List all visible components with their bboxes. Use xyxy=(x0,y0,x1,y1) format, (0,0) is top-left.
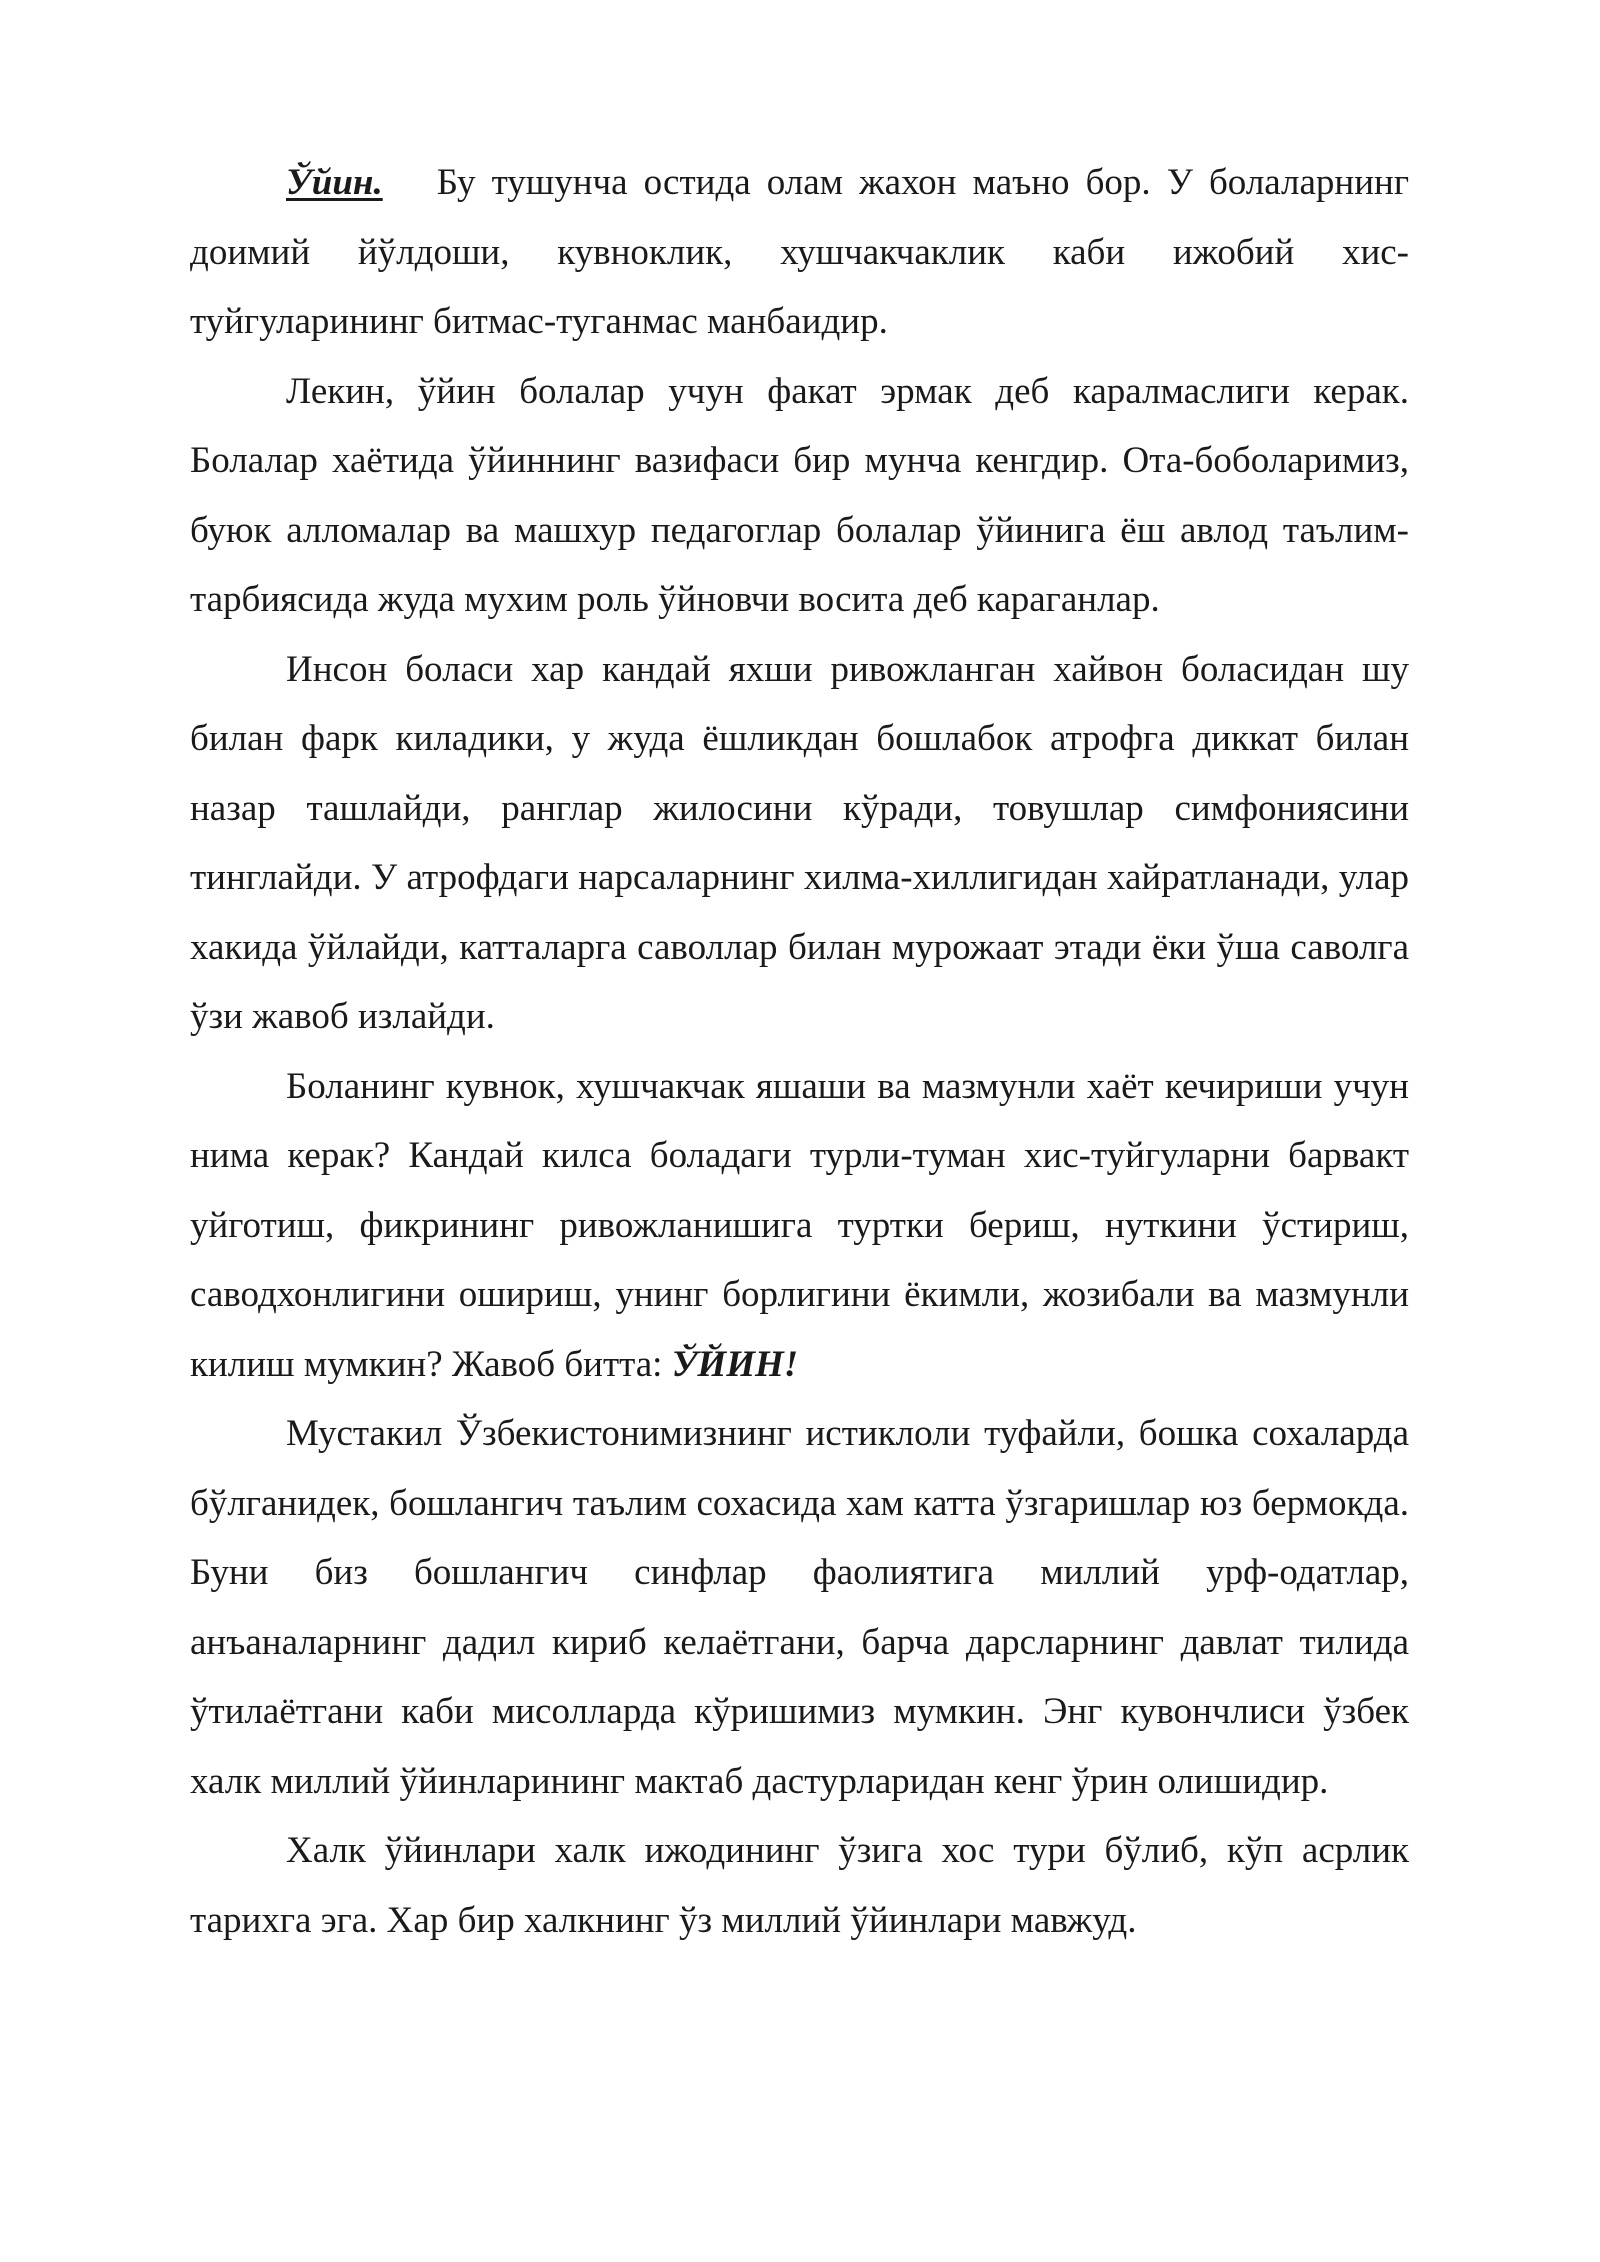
document-page xyxy=(190,148,1409,1955)
keyword-term: Ўйин. xyxy=(286,162,383,203)
paragraph-2: Лекин, ўйин болалар учун факат эрмак деб каралмаслиги керак. Болалар хаётида ўйиннинг вазифаси бир мунча кенгдир. Ота-боболаримиз, буюк алломалар ва машхур педагоглар болалар ўйинига ёш авлод таълим-тарбиясида жуда мухим роль ўйновчи восита деб караганлар. xyxy=(190,370,1409,620)
paragraph-6: Халк ўйинлари халк ижодининг ўзига хос тури бўлиб, кўп асрлик тарихга эга. Хар бир халкнинг ўз миллий ўйинлари мавжуд. xyxy=(190,1830,1409,1941)
answer-emphasis: ЎЙИН! xyxy=(671,1343,799,1385)
paragraph-4 xyxy=(190,1052,1409,1400)
paragraph-1 xyxy=(190,148,1409,357)
paragraph-1-text: Бу тушунча остида олам жахон маъно бор. У болаларнинг доимий йўлдоши, кувноклик, хушчакчаклик каби ижобий хис-туйгуларининг битмас-туганмас манбаидир. xyxy=(190,162,1409,342)
paragraph-4-text: Боланинг кувнок, хушчакчак яшаши ва мазмунли хаёт кечириши учун нима керак? Кандай килса боладаги турли-туман хис-туйгуларни барвакт уйготиш, фикрининг ривожланишига туртки бериш, нуткини ўстириш, саводхонлигини ошириш, унинг борлигини ёкимли, жозибали ва мазмунли килиш мумкин? Жавоб битта: xyxy=(190,1065,1409,1385)
paragraph-5: Мустакил Ўзбекистонимизнинг истиклоли туфайли, бошка сохаларда бўлганидек, бошлангич таълим сохасида хам катта ўзгаришлар юз бермокда. Буни биз бошлангич синфлар фаолиятига миллий урф-одатлар, анъаналарнинг дадил кириб келаётгани, барча дарсларнинг давлат тилида ўтилаётгани каби мисолларда кўришимиз мумкин. Энг кувончлиси ўзбек халк миллий ўйинларининг мактаб дастурларидан кенг ўрин олишидир. xyxy=(190,1413,1409,1802)
paragraph-3: Инсон боласи хар кандай яхши ривожланган хайвон боласидан шу билан фарк киладики, у жуда ёшликдан бошлабок атрофга диккат билан назар ташлайди, ранглар жилосини кўради, товушлар симфониясини тинглайди. У атрофдаги нарсаларнинг хилма-хиллигидан хайратланади, улар хакида ўйлайди, катталарга саволлар билан мурожаат этади ёки ўша саволга ўзи жавоб излайди. xyxy=(190,648,1409,1037)
